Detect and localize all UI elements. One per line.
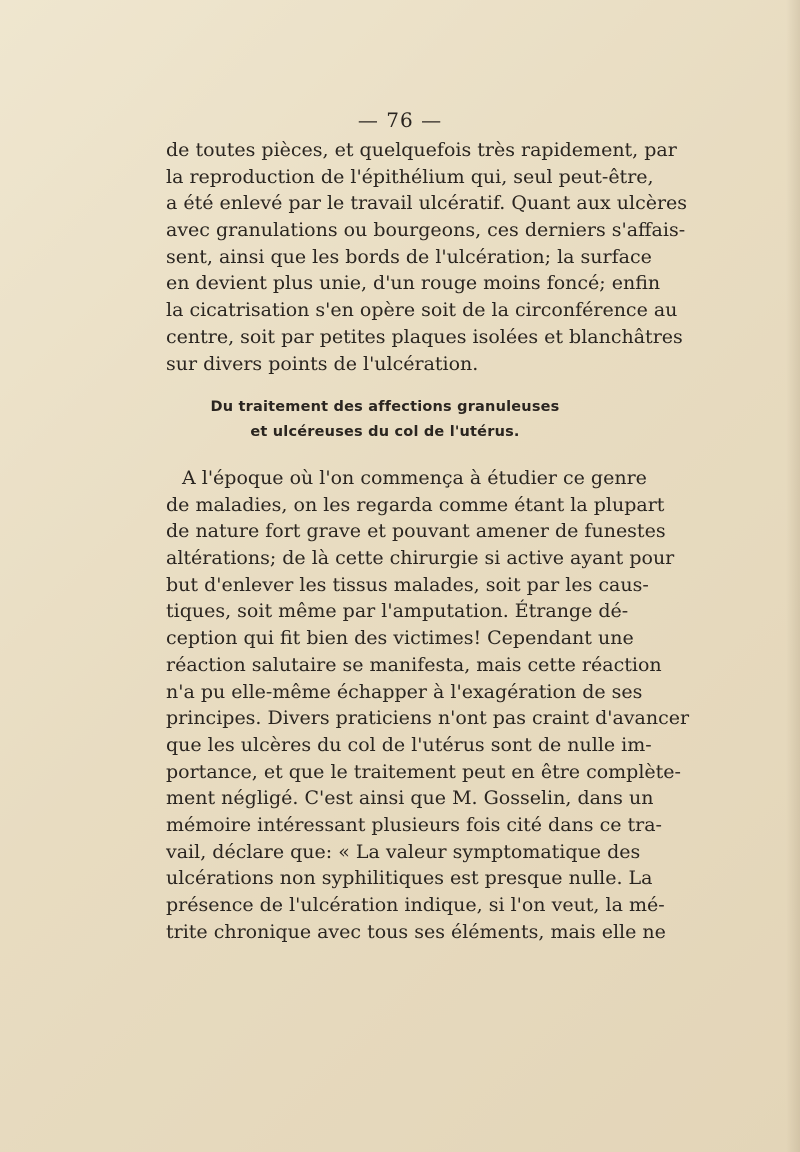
text-line: que les ulcères du col de l'utérus sont de nulle im- — [166, 733, 652, 756]
text-line: trite chronique avec tous ses éléments, mais elle ne — [166, 920, 666, 943]
text-line: but d'enlever les tissus malades, soit par les caus- — [166, 573, 649, 596]
text-line: ulcérations non syphilitiques est presque nulle. La — [166, 867, 653, 890]
paragraph-2 — [166, 465, 690, 945]
paragraph-1 — [166, 137, 688, 377]
text-line: avec granulations ou bourgeons, ces derniers s'affais- — [166, 219, 686, 242]
page-edge-shadow — [786, 0, 800, 1152]
text-line: de nature fort grave et pouvant amener de funestes — [166, 520, 666, 543]
text-line: n'a pu elle-même échapper à l'exagération de ses — [166, 680, 643, 703]
section-heading — [150, 395, 620, 445]
text-line: présence de l'ulcération indique, si l'on veut, la mé- — [166, 894, 665, 916]
heading-line: et ulcéreuses du col de l'utérus. — [250, 424, 520, 440]
text-line: principes. Divers praticiens n'ont pas craint d'avancer — [166, 707, 690, 730]
text-line: tiques, soit même par l'amputation. Étrange dé- — [166, 600, 629, 623]
text-line: en devient plus unie, d'un rouge moins foncé; enfin — [166, 272, 661, 295]
text-line: sent, ainsi que les bords de l'ulcération; la surface — [166, 245, 652, 268]
text-line: centre, soit par petites plaques isolées et blanchâtres — [166, 325, 683, 348]
text-line: portance, et que le traitement peut en être complète- — [166, 760, 681, 783]
text-line: ception qui fit bien des victimes! Cependant une — [166, 627, 634, 650]
text-line: vail, déclare que: « La valeur symptomatique des — [166, 840, 641, 863]
text-line: A l'époque où l'on commença à étudier ce genre — [182, 467, 647, 489]
text-line: a été enlevé par le travail ulcératif. Quant aux ulcères — [166, 192, 688, 215]
text-line: ment négligé. C'est ainsi que M. Gosselin, dans un — [166, 787, 654, 810]
text-line: réaction salutaire se manifesta, mais cette réaction — [166, 653, 662, 676]
text-line: de maladies, on les regarda comme étant la plupart — [166, 493, 665, 516]
text-line: mémoire intéressant plusieurs fois cité dans ce tra- — [166, 813, 662, 836]
heading-line: Du traitement des affections granuleuses — [210, 399, 560, 415]
text-line: la reproduction de l'épithélium qui, seul peut-être, — [166, 165, 654, 188]
page-number: — 76 — — [357, 108, 443, 132]
text-line: sur divers points de l'ulcération. — [166, 352, 479, 375]
text-line: la cicatrisation s'en opère soit de la circonférence au — [166, 299, 678, 322]
text-line: de toutes pièces, et quelquefois très rapidement, par — [166, 139, 677, 161]
text-line: altérations; de là cette chirurgie si active ayant pour — [166, 547, 675, 570]
